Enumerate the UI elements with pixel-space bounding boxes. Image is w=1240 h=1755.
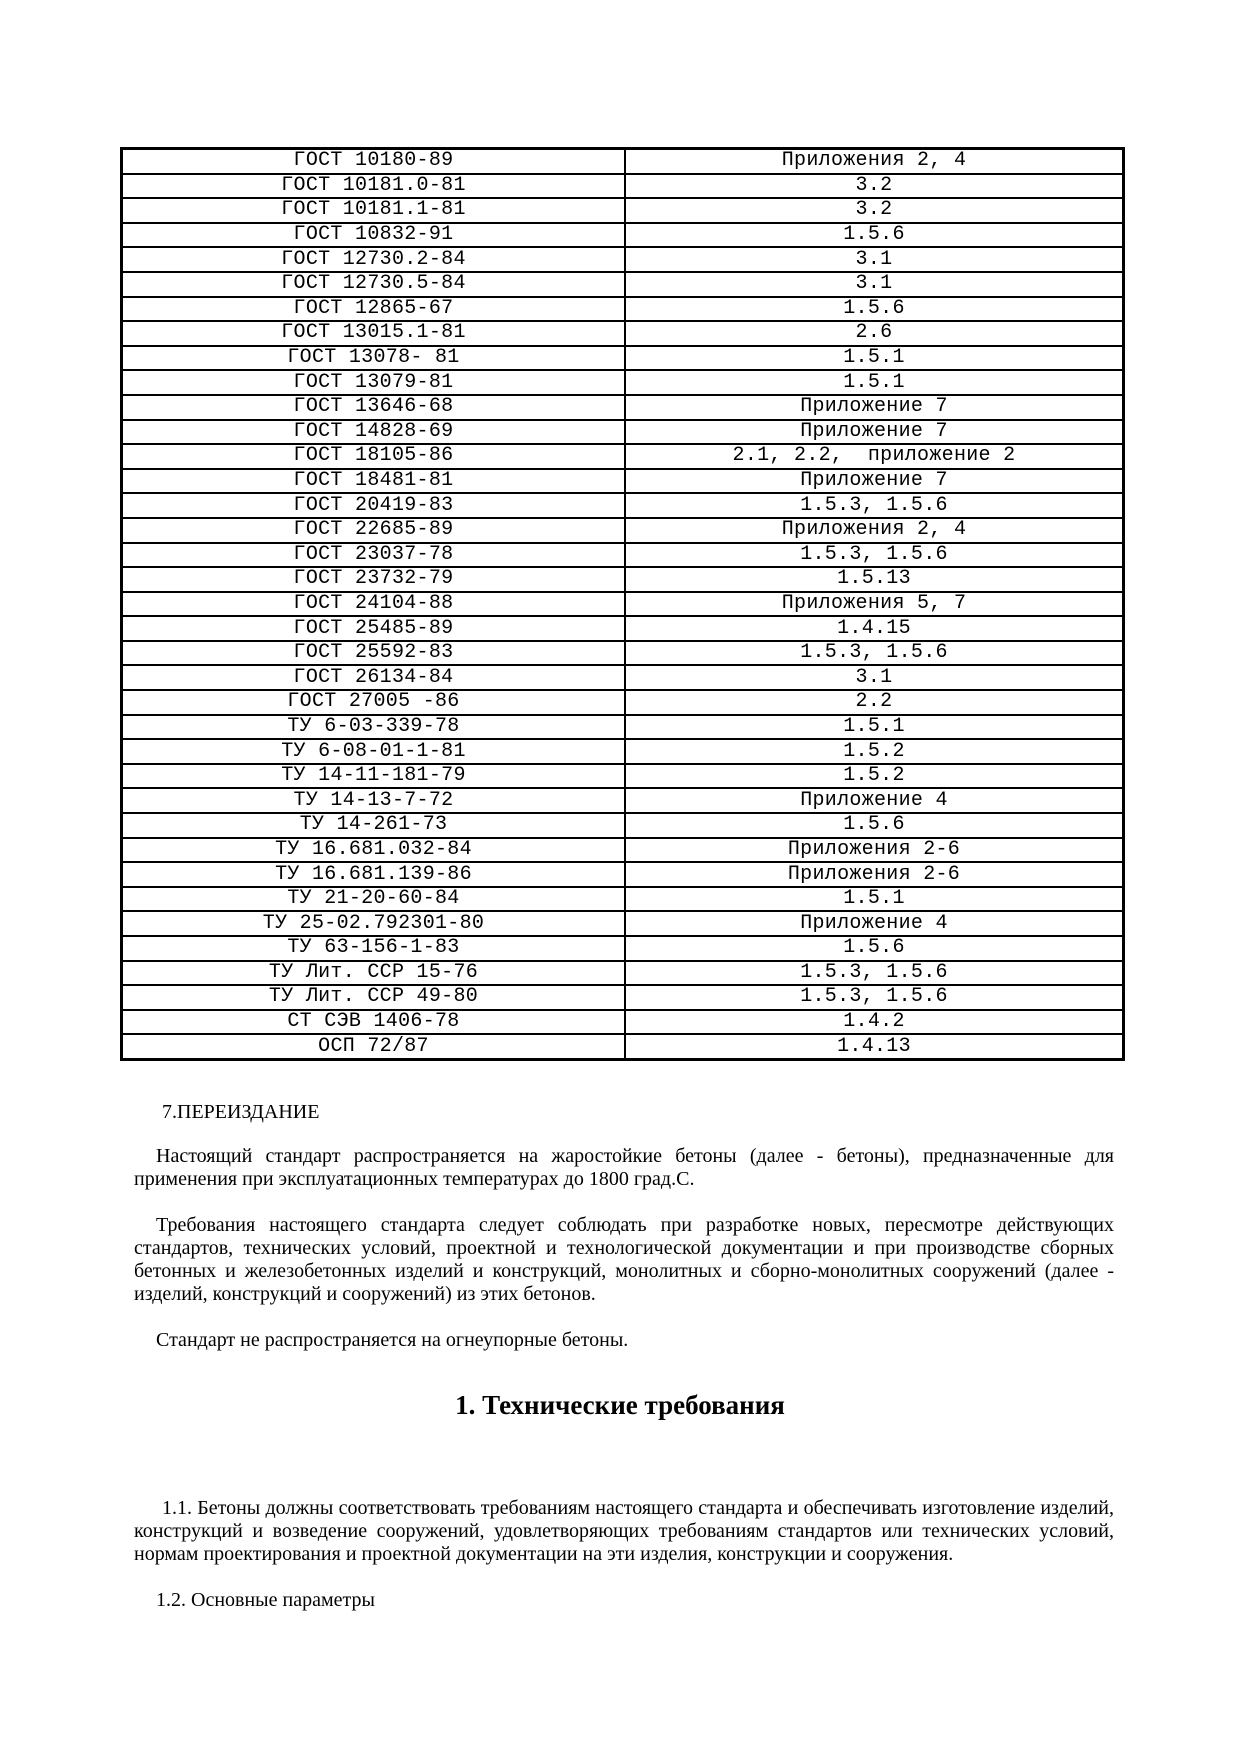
document-code-cell: СТ СЭВ 1406-78: [122, 1010, 626, 1035]
document-code-cell: ГОСТ 12730.2-84: [122, 247, 626, 272]
clause-reference-cell: 1.5.13: [625, 567, 1124, 592]
document-code-cell: ТУ 16.681.032-84: [122, 838, 626, 863]
table-row: [122, 493, 1124, 518]
document-code-cell: ТУ 16.681.139-86: [122, 862, 626, 887]
table-row: [122, 395, 1124, 420]
clause-reference-cell: 3.1: [625, 272, 1124, 297]
clause-reference-cell: Приложение 4: [625, 911, 1124, 936]
table-row: [122, 272, 1124, 297]
document-code-cell: ГОСТ 12730.5-84: [122, 272, 626, 297]
document-code-cell: ГОСТ 26134-84: [122, 665, 626, 690]
table-row: [122, 985, 1124, 1010]
document-code-cell: ГОСТ 14828-69: [122, 420, 626, 445]
clause-reference-cell: 3.1: [625, 247, 1124, 272]
clause-reference-cell: 3.2: [625, 174, 1124, 199]
table-row: [122, 862, 1124, 887]
clause-reference-cell: 1.4.15: [625, 616, 1124, 641]
document-code-cell: ГОСТ 18105-86: [122, 444, 626, 469]
clause-reference-cell: Приложения 2, 4: [625, 149, 1124, 174]
clause-reference-cell: 1.5.3, 1.5.6: [625, 543, 1124, 568]
clause-reference-cell: Приложения 5, 7: [625, 592, 1124, 617]
clause-reference-cell: 2.2: [625, 690, 1124, 715]
clause-reference-cell: 1.5.1: [625, 346, 1124, 371]
clause-reference-cell: 1.5.3, 1.5.6: [625, 985, 1124, 1010]
clause-reference-cell: Приложения 2, 4: [625, 518, 1124, 543]
clause-reference-cell: 1.5.6: [625, 297, 1124, 322]
paragraph-exclusion: Стандарт не распространяется на огнеупорные бетоны.: [156, 1329, 629, 1351]
table-row: [122, 321, 1124, 346]
reference-table-body: [122, 149, 1124, 1060]
clause-reference-cell: Приложения 2-6: [625, 838, 1124, 863]
table-row: [122, 665, 1124, 690]
document-code-cell: ТУ 21-20-60-84: [122, 887, 626, 912]
clause-reference-cell: 1.5.6: [625, 223, 1124, 248]
table-row: [122, 223, 1124, 248]
table-row: [122, 1010, 1124, 1035]
clause-reference-cell: 1.4.13: [625, 1034, 1124, 1059]
clause-reference-cell: 1.5.3, 1.5.6: [625, 493, 1124, 518]
table-row: [122, 543, 1124, 568]
document-code-cell: ГОСТ 27005 -86: [122, 690, 626, 715]
document-code-cell: ОСП 72/87: [122, 1034, 626, 1059]
table-row: [122, 247, 1124, 272]
document-code-cell: ТУ 63-156-1-83: [122, 936, 626, 961]
clause-reference-cell: Приложение 7: [625, 395, 1124, 420]
reference-table: [120, 147, 1125, 1061]
table-row: [122, 690, 1124, 715]
document-code-cell: ТУ 6-08-01-1-81: [122, 739, 626, 764]
paragraph-requirements: Требования настоящего стандарта следует соблюдать при разработке новых, пересмотре действующих стандартов, технических условий, проектной и технологической документации и при производстве сборных бетонных и железобетонных изделий и конструкций, монолитных и сборно-монолитных сооружений (далее - изделий, конструкций и сооружений) из этих бетонов.: [134, 1214, 1114, 1305]
document-code-cell: ТУ Лит. ССР 49-80: [122, 985, 626, 1010]
document-code-cell: ГОСТ 13078- 81: [122, 346, 626, 371]
table-row: [122, 641, 1124, 666]
document-code-cell: ТУ 14-11-181-79: [122, 764, 626, 789]
paragraph-scope: Настоящий стандарт распространяется на жаростойкие бетоны (далее - бетоны), предназначенные для применения при эксплуатационных температурах до 1800 град.С.: [134, 1145, 1114, 1190]
clause-reference-cell: 1.5.2: [625, 764, 1124, 789]
table-row: [122, 936, 1124, 961]
document-code-cell: ГОСТ 10180-89: [122, 149, 626, 174]
clause-reference-cell: Приложение 7: [625, 469, 1124, 494]
document-code-cell: ГОСТ 10832-91: [122, 223, 626, 248]
clause-reference-cell: Приложение 7: [625, 420, 1124, 445]
table-row: [122, 346, 1124, 371]
document-code-cell: ГОСТ 22685-89: [122, 518, 626, 543]
document-code-cell: ГОСТ 25592-83: [122, 641, 626, 666]
clause-reference-cell: Приложения 2-6: [625, 862, 1124, 887]
clause-reference-cell: 2.1, 2.2, приложение 2: [625, 444, 1124, 469]
table-row: [122, 174, 1124, 199]
document-code-cell: ГОСТ 10181.1-81: [122, 198, 626, 223]
document-code-cell: ТУ 14-261-73: [122, 813, 626, 838]
section-heading: 1. Технические требования: [455, 1390, 785, 1420]
table-row: [122, 616, 1124, 641]
clause-reference-cell: 1.5.6: [625, 813, 1124, 838]
table-row: [122, 198, 1124, 223]
clause-reference-cell: 1.5.3, 1.5.6: [625, 961, 1124, 986]
clause-reference-cell: 1.4.2: [625, 1010, 1124, 1035]
table-row: [122, 592, 1124, 617]
table-row: [122, 788, 1124, 813]
document-code-cell: ТУ Лит. ССР 15-76: [122, 961, 626, 986]
table-row: [122, 1034, 1124, 1059]
document-code-cell: ГОСТ 13646-68: [122, 395, 626, 420]
table-row: [122, 370, 1124, 395]
table-row: [122, 813, 1124, 838]
table-row: [122, 518, 1124, 543]
document-code-cell: ТУ 14-13-7-72: [122, 788, 626, 813]
table-row: [122, 444, 1124, 469]
clause-reference-cell: 1.5.3, 1.5.6: [625, 641, 1124, 666]
section-label-reissue: 7.ПЕРЕИЗДАНИЕ: [162, 1101, 320, 1123]
clause-reference-cell: 3.1: [625, 665, 1124, 690]
clause-reference-cell: Приложение 4: [625, 788, 1124, 813]
table-row: [122, 764, 1124, 789]
document-code-cell: ГОСТ 23037-78: [122, 543, 626, 568]
table-row: [122, 420, 1124, 445]
document-code-cell: ГОСТ 18481-81: [122, 469, 626, 494]
table-row: [122, 297, 1124, 322]
table-row: [122, 567, 1124, 592]
document-code-cell: ГОСТ 25485-89: [122, 616, 626, 641]
table-row: [122, 838, 1124, 863]
document-code-cell: ГОСТ 12865-67: [122, 297, 626, 322]
clause-reference-cell: 1.5.1: [625, 715, 1124, 740]
document-code-cell: ГОСТ 24104-88: [122, 592, 626, 617]
table-row: [122, 911, 1124, 936]
table-row: [122, 739, 1124, 764]
document-code-cell: ТУ 25-02.792301-80: [122, 911, 626, 936]
clause-reference-cell: 1.5.6: [625, 936, 1124, 961]
clause-reference-cell: 1.5.1: [625, 887, 1124, 912]
document-code-cell: ГОСТ 23732-79: [122, 567, 626, 592]
table-row: [122, 961, 1124, 986]
clause-1-1: 1.1. Бетоны должны соответствовать требованиям настоящего стандарта и обеспечивать изготовление изделий, конструкций и возведение сооружений, удовлетворяющих требованиям стандартов или технических условий, нормам проектирования и проектной документации на эти изделия, конструкции и сооружения.: [134, 1497, 1114, 1565]
clause-reference-cell: 3.2: [625, 198, 1124, 223]
table-row: [122, 887, 1124, 912]
table-row: [122, 715, 1124, 740]
clause-reference-cell: 2.6: [625, 321, 1124, 346]
document-code-cell: ГОСТ 20419-83: [122, 493, 626, 518]
document-code-cell: ГОСТ 10181.0-81: [122, 174, 626, 199]
table-row: [122, 149, 1124, 174]
document-code-cell: ГОСТ 13015.1-81: [122, 321, 626, 346]
document-code-cell: ГОСТ 13079-81: [122, 370, 626, 395]
document-code-cell: ТУ 6-03-339-78: [122, 715, 626, 740]
table-row: [122, 469, 1124, 494]
clause-1-2: 1.2. Основные параметры: [156, 1589, 375, 1611]
clause-reference-cell: 1.5.1: [625, 370, 1124, 395]
clause-reference-cell: 1.5.2: [625, 739, 1124, 764]
